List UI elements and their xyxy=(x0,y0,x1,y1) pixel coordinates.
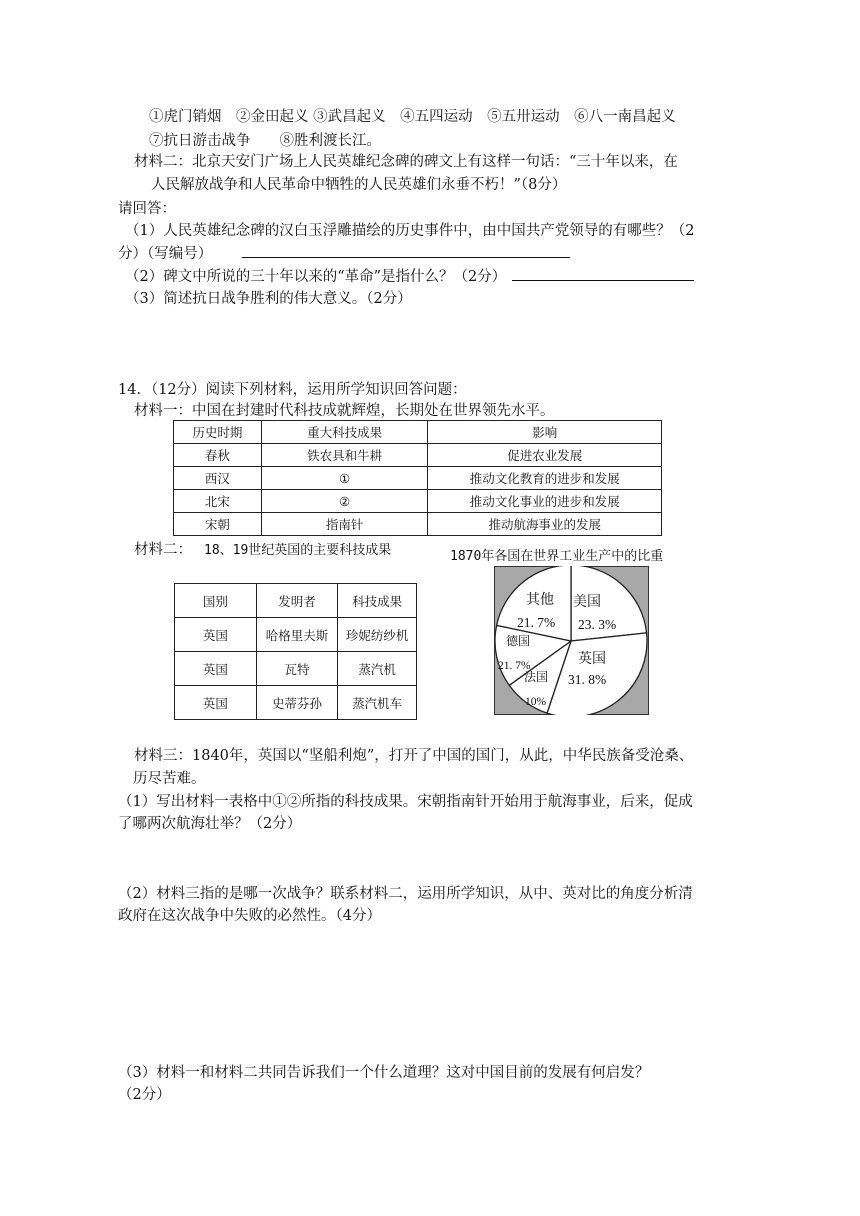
q14-1-line1: （1）写出材料一表格中①②所指的科技成果。宋朝指南针开始用于航海事业，后来，促成 xyxy=(118,794,693,810)
q14-2-line2: 政府在这次战争中失败的必然性。（4分） xyxy=(118,908,381,924)
slice-value-label: 31. 8% xyxy=(568,672,607,687)
slice-label: 法国 xyxy=(524,670,549,684)
header-cell: 影响 xyxy=(428,421,662,444)
table-header-row xyxy=(175,584,417,618)
table-cell: 推动文化事业的进步和发展 xyxy=(428,490,662,513)
industrial-share-pie-chart xyxy=(494,566,649,715)
header-cell: 历史时期 xyxy=(174,421,262,444)
material2-heading xyxy=(134,540,391,561)
table-cell: 春秋 xyxy=(174,444,262,467)
header-cell: 科技成果 xyxy=(338,584,417,618)
table-cell: 哈格里夫斯 xyxy=(256,618,338,652)
slice-label: 其他 xyxy=(526,593,554,608)
table-cell: 珍妮纺纱机 xyxy=(338,618,417,652)
table-row xyxy=(174,444,662,467)
table-row xyxy=(175,686,417,720)
table-cell: 英国 xyxy=(175,652,257,686)
table-cell: 英国 xyxy=(175,618,257,652)
slice-label: 德国 xyxy=(506,634,531,648)
header-cell: 发明者 xyxy=(256,584,338,618)
table-row xyxy=(174,513,662,536)
slice-value-label: 23. 3% xyxy=(578,617,617,632)
table-cell: 促进农业发展 xyxy=(428,444,662,467)
science-achievements-table xyxy=(173,420,662,536)
material2-text-line1: 材料二：北京天安门广场上人民英雄纪念碑的碑文上有这样一句话：“三十年以来，在 xyxy=(134,154,678,170)
table-header-row xyxy=(174,421,662,444)
q13-1-line2-text: 分）（写编号） xyxy=(118,246,213,262)
q13-1-line1: （1）人民英雄纪念碑的汉白玉浮雕描绘的历史事件中，由中国共产党领导的有哪些？（2 xyxy=(125,223,695,239)
q13-1-line2 xyxy=(118,243,570,264)
answer-blank-q13-2[interactable] xyxy=(512,266,694,281)
table-cell: 宋朝 xyxy=(174,513,262,536)
q14-material1: 材料一：中国在封建时代科技成就辉煌，长期处在世界领先水平。 xyxy=(134,403,555,419)
table-row xyxy=(174,490,662,513)
q14-2-line1: （2）材料三指的是哪一次战争？联系材料二，运用所学知识，从中、英对比的角度分析清 xyxy=(118,886,693,902)
table-cell: 英国 xyxy=(175,686,257,720)
q13-2-text: （2）碑文中所说的三十年以来的“革命”是指什么？（2分） xyxy=(125,269,507,285)
events-list-line1: ①虎门销烟 ②金田起义 ③武昌起义 ④五四运动 ⑤五卅运动 ⑥八一南昌起义 xyxy=(149,109,676,125)
table-cell: 北宋 xyxy=(174,490,262,513)
table-cell: 推动文化教育的进步和发展 xyxy=(428,467,662,490)
british-inventions-table xyxy=(174,583,417,720)
table-cell: 推动航海事业的发展 xyxy=(428,513,662,536)
material2-text-line2: 人民解放战争和人民革命中牺牲的人民英雄们永垂不朽！”（8分） xyxy=(151,177,567,193)
q14-3-line1: （3）材料一和材料二共同告诉我们一个什么道理？这对中国目前的发展有何启发？ xyxy=(118,1065,650,1081)
table-row xyxy=(174,467,662,490)
table-cell: 史蒂芬孙 xyxy=(256,686,338,720)
q14-3-line2: （2分） xyxy=(118,1087,171,1103)
q13-2 xyxy=(125,266,694,287)
table-cell: 铁农具和牛耕 xyxy=(261,444,428,467)
table-cell: 蒸汽机车 xyxy=(338,686,417,720)
table-cell: 西汉 xyxy=(174,467,262,490)
table-row xyxy=(175,652,417,686)
material2-label: 材料二： xyxy=(134,542,192,558)
table-cell: 瓦特 xyxy=(256,652,338,686)
chart-title: 1870年各国在世界工业生产中的比重 xyxy=(450,549,664,564)
slice-label: 美国 xyxy=(573,595,601,610)
slice-value-label: 21. 7% xyxy=(517,615,556,630)
answer-prompt: 请回答： xyxy=(118,201,176,217)
table-cell: 蒸汽机 xyxy=(338,652,417,686)
table-row xyxy=(175,618,417,652)
material3-line2: 历尽苦难。 xyxy=(133,771,206,787)
slice-value-label: 10% xyxy=(525,696,547,708)
events-list-line2: ⑦抗日游击战争 ⑧胜利渡长江。 xyxy=(149,133,381,149)
q13-3: （3）简述抗日战争胜利的伟大意义。（2分） xyxy=(125,291,412,307)
slice-value-label: 21. 7% xyxy=(498,660,531,672)
q14-1-line2: 了哪两次航海壮举？（2分） xyxy=(118,816,302,832)
header-cell: 国别 xyxy=(175,584,257,618)
material3-line1: 材料三：1840年，英国以“坚船利炮”，打开了中国的国门，从此，中华民族备受沧桑、 xyxy=(134,748,694,764)
slice-label: 英国 xyxy=(578,652,606,667)
header-cell: 重大科技成果 xyxy=(261,421,428,444)
table-cell: ① xyxy=(261,467,428,490)
material2-title: 18、19世纪英国的主要科技成果 xyxy=(204,543,392,558)
table-cell: ② xyxy=(261,490,428,513)
answer-blank-q13-1[interactable] xyxy=(242,243,570,258)
table-cell: 指南针 xyxy=(261,513,428,536)
q14-header: 14．（12分）阅读下列材料，运用所学知识回答问题： xyxy=(118,382,467,398)
